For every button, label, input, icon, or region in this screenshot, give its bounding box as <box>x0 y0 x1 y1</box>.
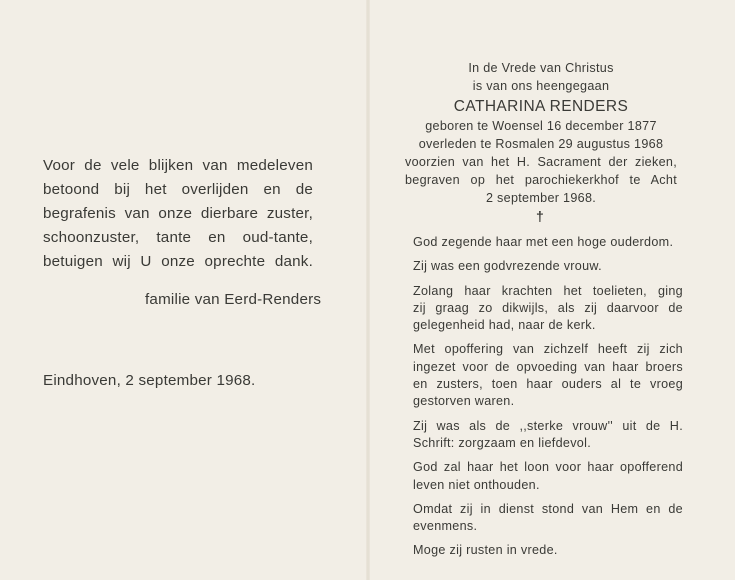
thanks-line: begrafenis van onze dierbare zuster, <box>43 205 313 222</box>
intro-line: is van ons heengegaan <box>472 79 610 93</box>
memorial-line: Zolang haar krachten het toelieten, ging <box>413 283 683 298</box>
memorial-paragraph <box>413 418 683 453</box>
memorial-paragraph <box>413 283 683 335</box>
memorial-line: God zal haar het loon voor haar opofferend <box>413 460 683 475</box>
memorial-paragraph <box>413 542 683 559</box>
thanks-paragraph <box>43 154 313 274</box>
memorial-line: Zij was als de ,,sterke vrouw'' uit de H. <box>413 418 683 433</box>
memorial-line: evenmens. <box>413 519 478 534</box>
burial-date: 2 september 1968. <box>485 191 597 205</box>
burial-line: begraven op het parochiekerkhof te Acht <box>405 173 677 187</box>
memorial-line: gelegenheid had, naar de kerk. <box>413 318 596 333</box>
intro-line: In de Vrede van Christus <box>468 61 614 75</box>
cross-icon: † <box>536 208 544 224</box>
memorial-line: en zusters, toen haar ouders al te vroeg <box>413 377 683 392</box>
memorial-line: God zegende haar met een hoge ouderdom. <box>413 235 674 249</box>
thanks-line: Voor de vele blijken van medeleven <box>43 157 313 174</box>
memorial-line: Schrift: zorgzaam en liefdevol. <box>413 435 591 450</box>
memorial-line: zij graag zo dikwijls, als zij daarvoor de <box>413 300 683 315</box>
memorial-line: Met opoffering van zichzelf heeft zij zich <box>413 342 683 357</box>
family-signature: familie van Eerd-Renders <box>145 291 322 308</box>
memorial-paragraph <box>413 501 683 536</box>
memorial-line: leven niet onthouden. <box>413 477 540 492</box>
memorial-line: ingezet voor de opvoeding van haar broers <box>413 359 683 374</box>
card-fold <box>366 0 370 580</box>
deceased-name: CATHARINA RENDERS <box>453 98 629 115</box>
memorial-line: Zij was een godvrezende vrouw. <box>413 259 602 274</box>
thanks-line: betuigen wij U onze oprechte dank. <box>43 253 313 270</box>
memorial-paragraph <box>413 258 683 275</box>
birth-line: geboren te Woensel 16 december 1877 <box>425 119 657 133</box>
memorial-paragraph <box>413 341 683 410</box>
memorial-line: Omdat zij in dienst stond van Hem en de <box>413 501 683 516</box>
death-line: overleden te Rosmalen 29 augustus 1968 <box>418 137 664 151</box>
announcement-header <box>405 59 677 207</box>
memorial-text <box>413 234 683 567</box>
memorial-paragraph <box>413 459 683 494</box>
thanks-line: schoonzuster, tante en oud-tante, <box>43 229 313 246</box>
memorial-line: Moge zij rusten in vrede. <box>413 543 558 558</box>
thanks-line: betoond bij het overlijden en de <box>43 181 313 198</box>
place-date: Eindhoven, 2 september 1968. <box>43 372 256 389</box>
sacrament-line: voorzien van het H. Sacrament der zieken, <box>405 155 677 169</box>
memorial-line: gestorven waren. <box>413 394 515 409</box>
memorial-paragraph <box>413 234 683 251</box>
